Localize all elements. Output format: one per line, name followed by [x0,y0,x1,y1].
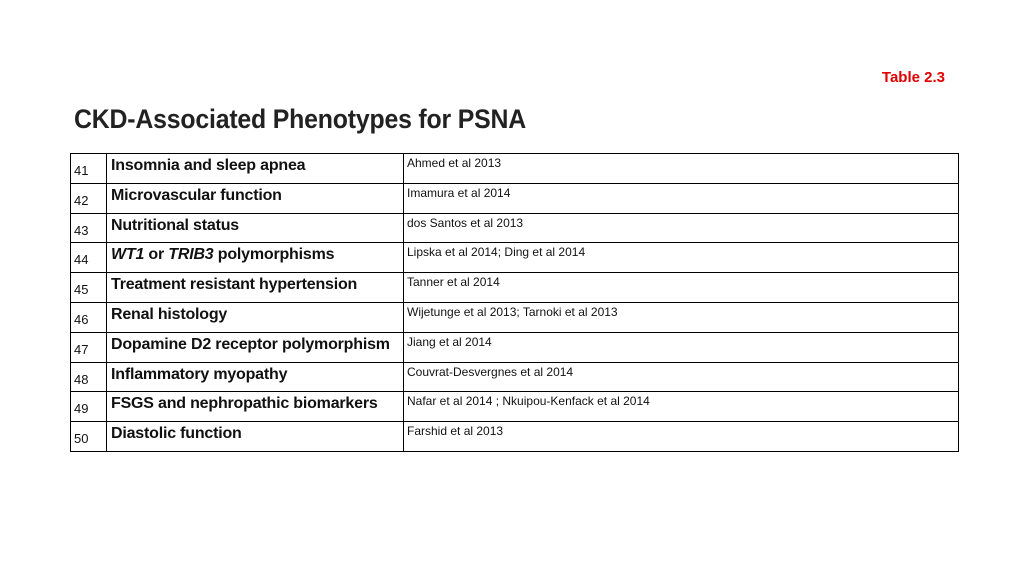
reference-citation: Jiang et al 2014 [404,332,959,362]
phenotype-name: Insomnia and sleep apnea [107,154,404,184]
phenotype-name: Microvascular function [107,183,404,213]
reference-citation: Tanner et al 2014 [404,273,959,303]
row-number: 44 [71,243,107,273]
phenotype-name: FSGS and nephropathic biomarkers [107,392,404,422]
table-row [71,273,959,303]
table-row [71,183,959,213]
phenotype-conjunction: or [144,246,169,264]
phenotypes-table [70,153,959,452]
phenotype-name: Renal histology [107,302,404,332]
reference-citation: Couvrat-Desvergnes et al 2014 [404,362,959,392]
row-number: 47 [71,332,107,362]
table-row [71,362,959,392]
phenotype-suffix: polymorphisms [213,246,335,264]
slide-title: CKD-Associated Phenotypes for PSNA [74,104,526,134]
gene-wt1: WT1 [111,246,145,264]
row-number: 50 [71,422,107,452]
table-row [71,422,959,452]
phenotype-name: Treatment resistant hypertension [107,273,404,303]
row-number: 48 [71,362,107,392]
reference-citation: Wijetunge et al 2013; Tarnoki et al 2013 [404,302,959,332]
row-number: 45 [71,273,107,303]
phenotype-name: Inflammatory myopathy [107,362,404,392]
phenotype-name [107,243,404,273]
row-number: 46 [71,302,107,332]
table-row [71,332,959,362]
reference-citation: Farshid et al 2013 [404,422,959,452]
table-row [71,392,959,422]
row-number: 49 [71,392,107,422]
table-number-label: Table 2.3 [881,69,945,86]
row-number: 42 [71,183,107,213]
table-row [71,302,959,332]
phenotype-name: Nutritional status [107,213,404,243]
reference-citation: Lipska et al 2014; Ding et al 2014 [404,243,959,273]
gene-trib3: TRIB3 [168,246,214,264]
reference-citation: dos Santos et al 2013 [404,213,959,243]
phenotype-name: Diastolic function [107,422,404,452]
table-row [71,154,959,184]
phenotype-name: Dopamine D2 receptor polymorphism [107,332,404,362]
reference-citation: Ahmed et al 2013 [404,154,959,184]
row-number: 43 [71,213,107,243]
reference-citation: Imamura et al 2014 [404,183,959,213]
row-number: 41 [71,154,107,184]
table-row [71,243,959,273]
table-row [71,213,959,243]
reference-citation: Nafar et al 2014 ; Nkuipou-Kenfack et al 2014 [404,392,959,422]
